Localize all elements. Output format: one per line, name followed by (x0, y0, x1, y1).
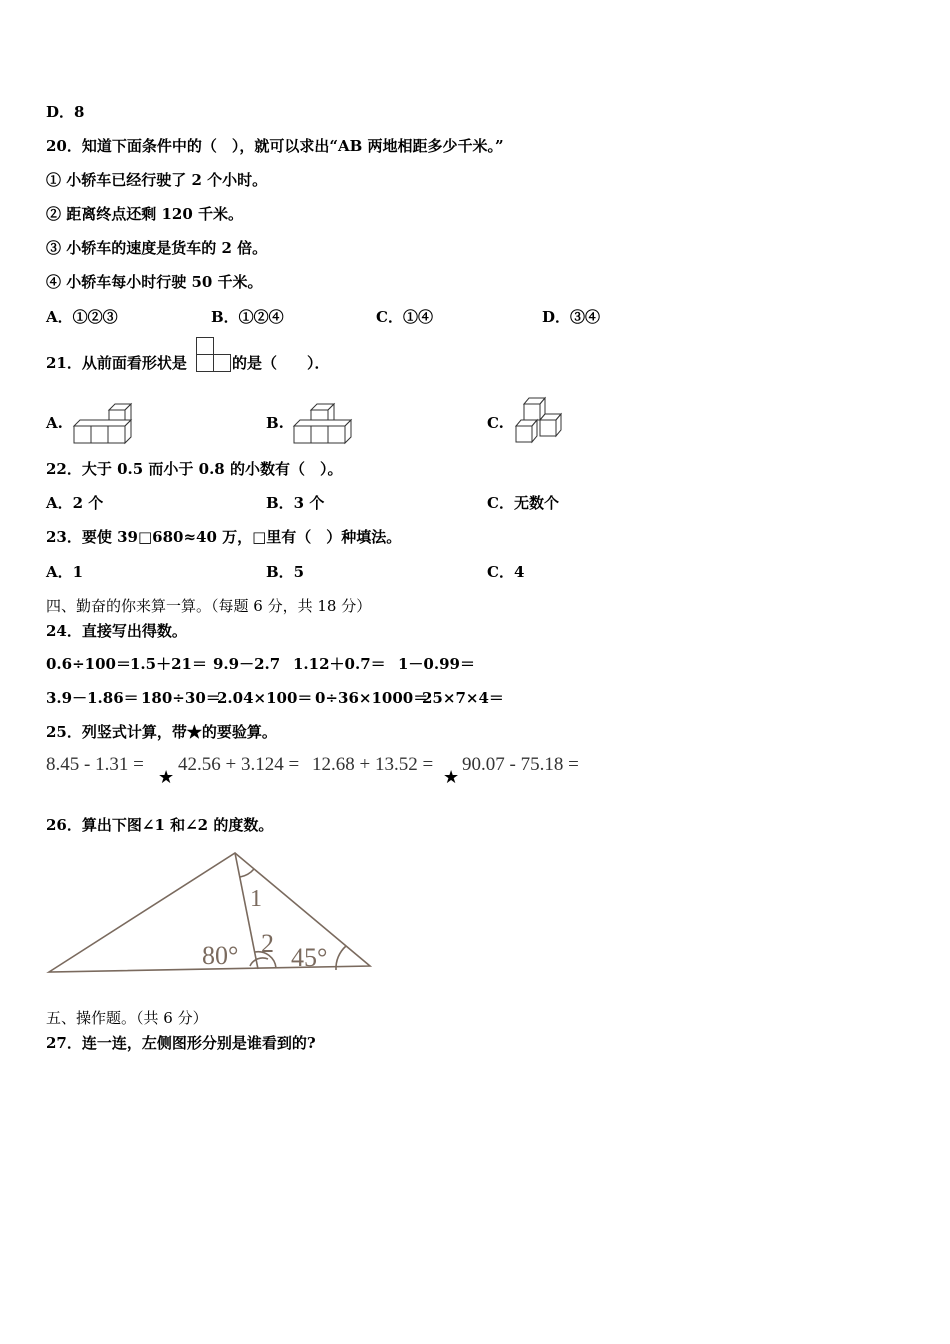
q21-question-prefix: 21．从前面看形状是 (46, 354, 187, 372)
q21-option-c-label: C. (487, 414, 504, 432)
q22-option-c: C．无数个 (487, 494, 559, 512)
q22-option-a: A．2 个 (46, 494, 104, 512)
q21-option-c-cubes-figure (514, 396, 566, 446)
q19-option-d: D．8 (46, 103, 85, 121)
q24-row2-item-4: 0÷36×1000＝ (315, 689, 429, 707)
q24-row2-item-3: 2.04×100＝ (217, 689, 313, 707)
angle-1-label: 1 (250, 886, 262, 912)
q23-question: 23．要使 39□680≈40 万，□里有（ ）种填法。 (46, 528, 402, 546)
triangle-angle-figure (40, 848, 380, 978)
q24-row2-item-2: 180÷30＝ (141, 689, 221, 707)
q25-expr-2: 42.56 + 3.124 = (178, 754, 300, 775)
angle-80-label: 80° (202, 941, 239, 970)
q20-condition-1: ① 小轿车已经行驶了 2 个小时。 (46, 171, 268, 189)
q20-question: 20．知道下面条件中的（ ），就可以求出“AB 两地相距多少千米。” (46, 137, 504, 155)
q21-question-suffix: 的是（ ）． (232, 354, 330, 372)
q24-question: 24．直接写出得数。 (46, 622, 187, 640)
q24-row2-item-1: 3.9－1.86＝ (46, 689, 139, 707)
q20-condition-4: ④ 小轿车每小时行驶 50 千米。 (46, 273, 263, 291)
q27-question: 27．连一连，左侧图形分别是谁看到的? (46, 1034, 316, 1052)
q21-option-b-label: B. (266, 414, 284, 432)
q25-expr-3: 12.68 + 13.52 = (312, 754, 434, 775)
q25-question: 25．列竖式计算，带★的要验算。 (46, 723, 277, 741)
q24-row1-item-3: 9.9－2.7 (213, 655, 281, 673)
q22-question: 22．大于 0.5 而小于 0.8 的小数有（ ）。 (46, 460, 343, 478)
q20-option-a: A．①②③ (46, 308, 118, 326)
q22-option-b: B．3 个 (266, 494, 325, 512)
q20-option-c: C．①④ (376, 308, 433, 326)
q25-expr-4: 90.07 - 75.18 = (462, 754, 579, 775)
q24-row1-item-2: 1.5＋21＝ (130, 655, 207, 673)
q26-question: 26．算出下图∠1 和∠2 的度数。 (46, 816, 274, 834)
front-view-shape-figure (196, 337, 232, 373)
q21-option-a-label: A. (46, 414, 63, 432)
angle-2-label: 2 (261, 929, 274, 958)
angle-45-label: 45° (291, 943, 328, 972)
q25-expr-1: 8.45 - 1.31 = (46, 754, 144, 775)
q20-condition-3: ③ 小轿车的速度是货车的 2 倍。 (46, 239, 268, 257)
q23-option-c: C．4 (487, 563, 525, 581)
q24-row2-item-5: 25×7×4＝ (422, 689, 504, 707)
q25-star-1: ★ (158, 767, 175, 788)
q25-star-2: ★ (443, 767, 460, 788)
q21-option-a-cubes-figure (72, 401, 134, 445)
section5-title: 五、操作题。（共 6 分） (46, 1009, 208, 1027)
section4-title: 四、勤奋的你来算一算。（每题 6 分，共 18 分） (46, 597, 372, 615)
q24-row1-item-5: 1－0.99＝ (398, 655, 475, 673)
q24-row1-item-4: 1.12＋0.7＝ (293, 655, 386, 673)
q21-option-b-cubes-figure (292, 401, 354, 445)
q23-option-b: B．5 (266, 563, 305, 581)
q20-condition-2: ② 距离终点还剩 120 千米。 (46, 205, 243, 223)
q24-row1-item-1: 0.6÷100＝ (46, 655, 131, 673)
q20-option-d: D．③④ (542, 308, 601, 326)
q23-option-a: A．1 (46, 563, 84, 581)
q20-option-b: B．①②④ (211, 308, 284, 326)
